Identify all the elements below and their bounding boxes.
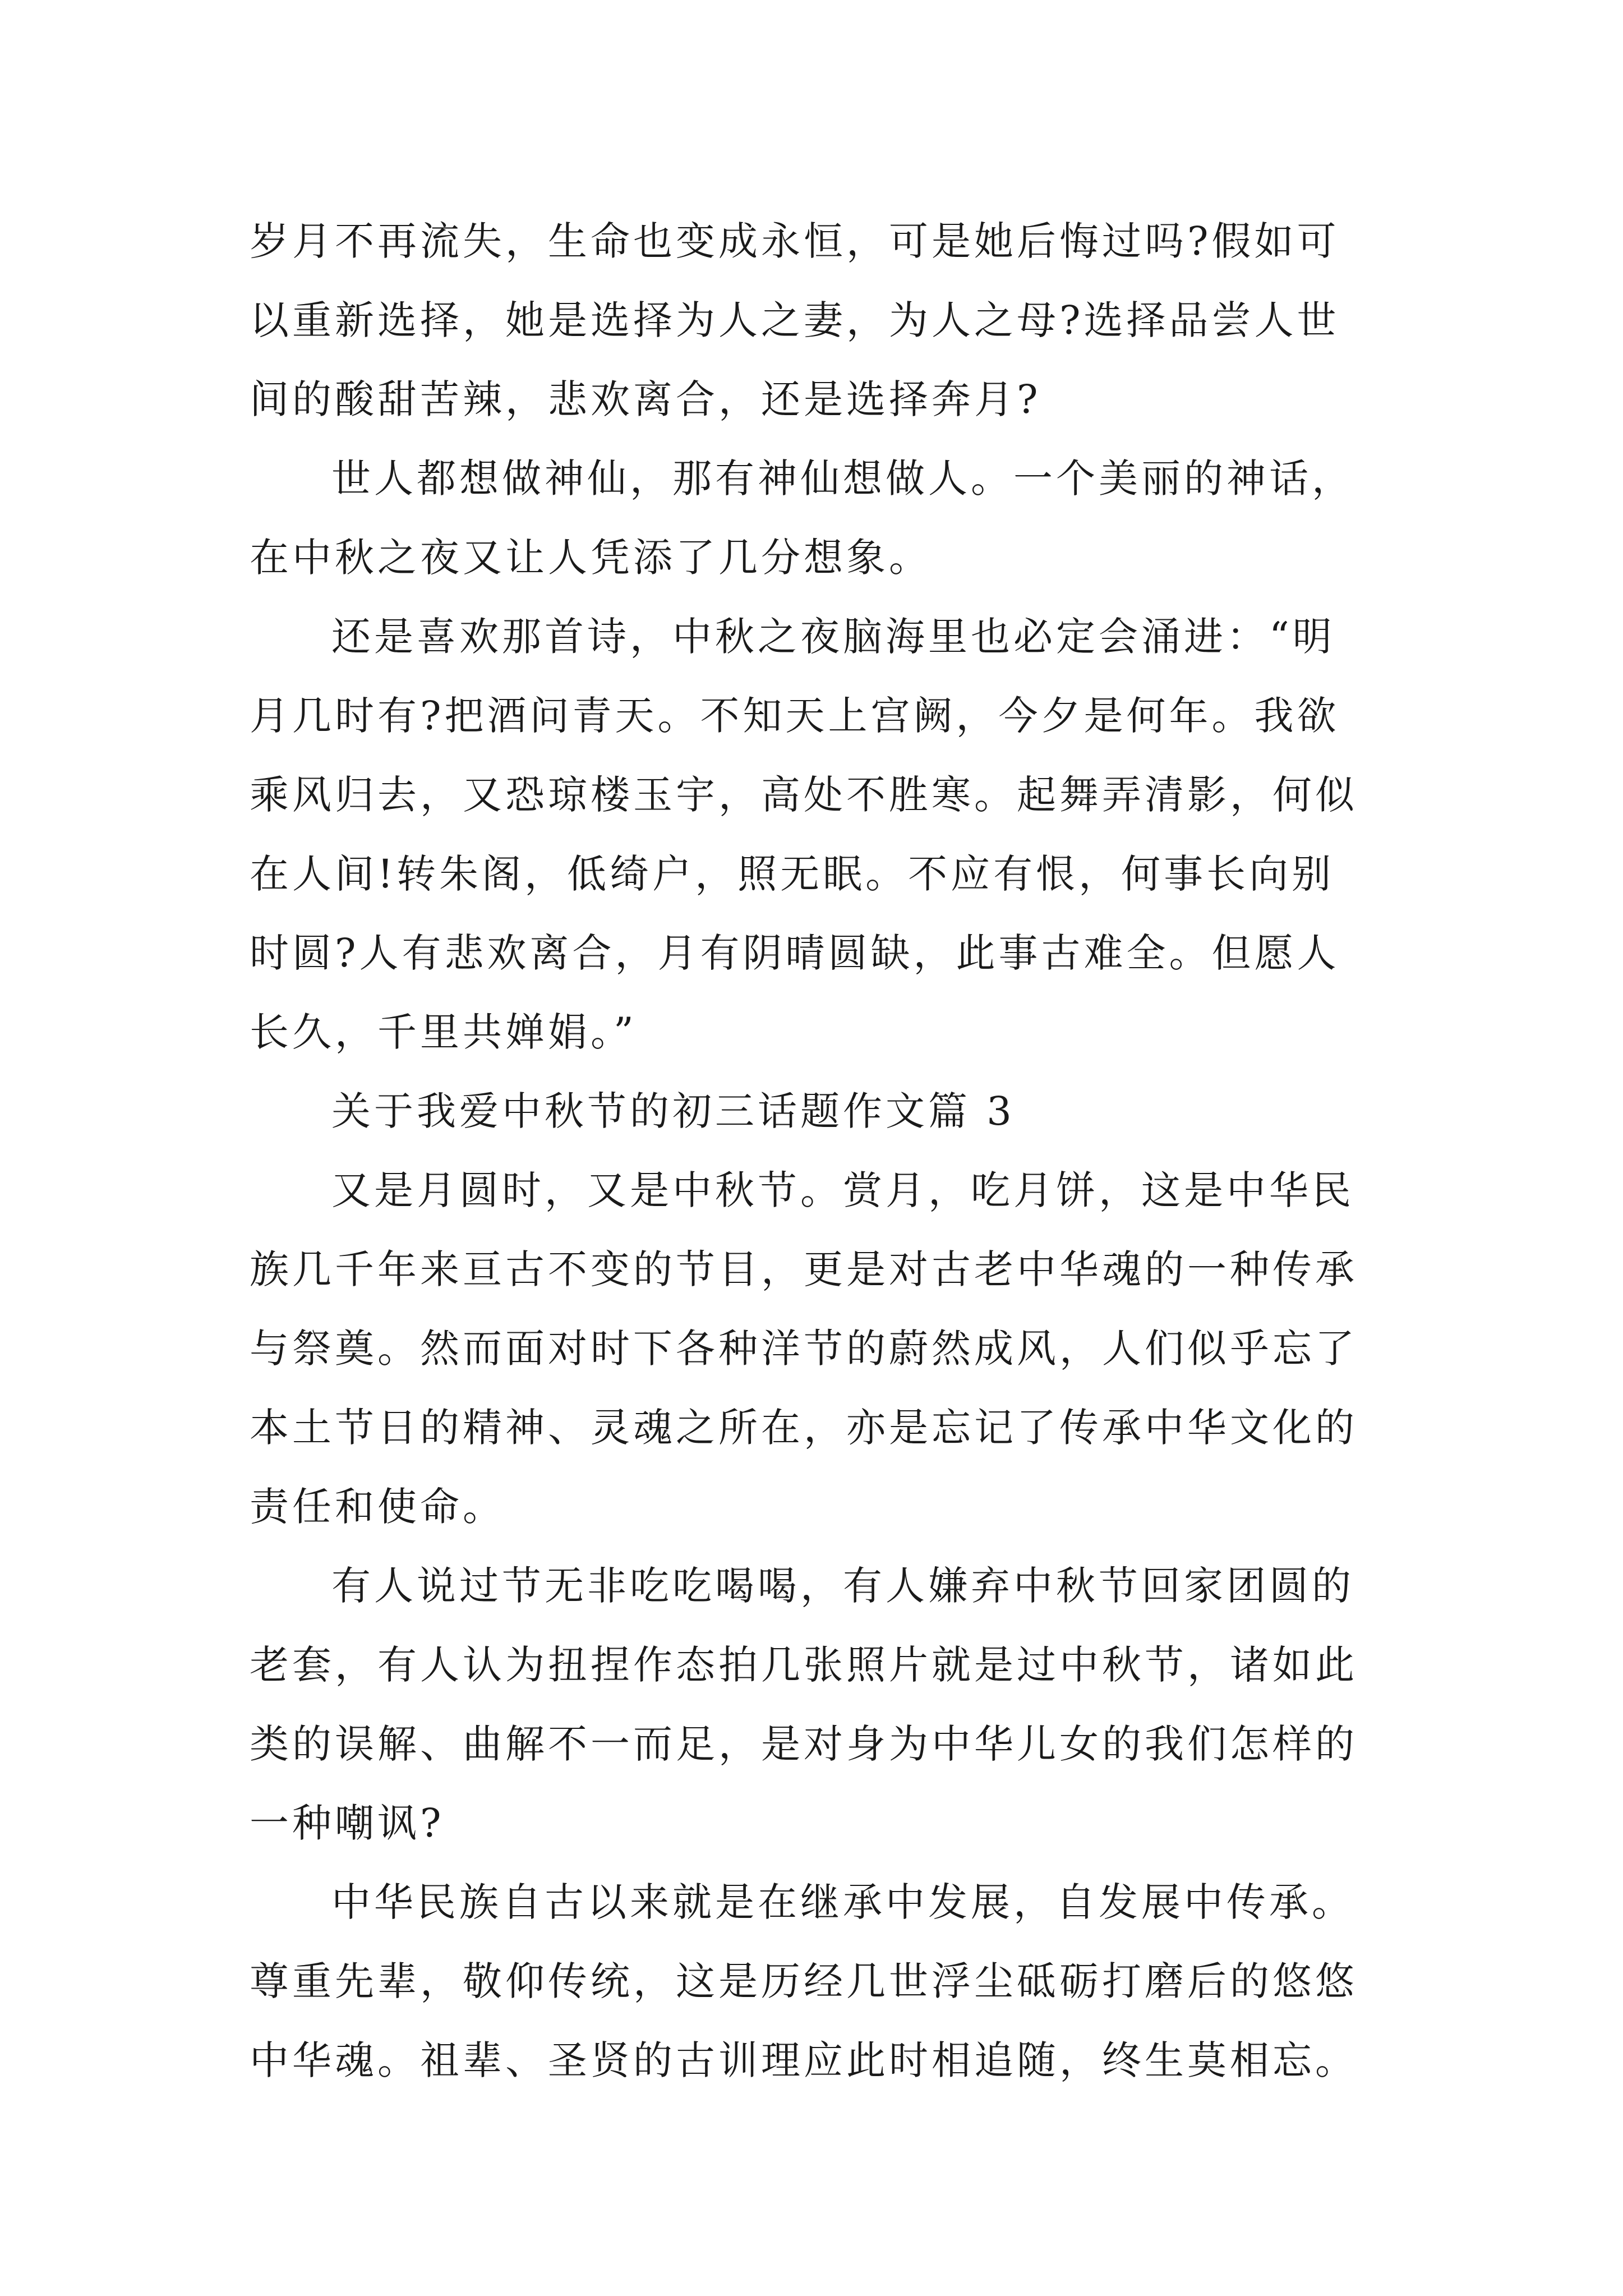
text-line: 时圆?人有悲欢离合，月有阴晴圆缺，此事古难全。但愿人: [250, 930, 1340, 976]
text-line: 间的酸甜苦辣，悲欢离合，还是选择奔月?: [250, 376, 1041, 422]
text-line: 有人说过节无非吃吃喝喝，有人嫌弃中秋节回家团圆的: [331, 1563, 1354, 1609]
text-line: 尊重先辈，敬仰传统，这是历经几世浮尘砥砺打磨后的悠悠: [250, 1958, 1358, 2004]
text-line: 中华魂。祖辈、圣贤的古训理应此时相追随，终生莫相忘。: [250, 2037, 1358, 2083]
text-line: 世人都想做神仙，那有神仙想做人。一个美丽的神话，: [331, 455, 1354, 501]
text-line: 长久，千里共婵娟。”: [250, 1009, 637, 1055]
text-line: 与祭奠。然而面对时下各种洋节的蔚然成风，人们似乎忘了: [250, 1326, 1358, 1372]
text-line: 在人间!转朱阁，低绮户，照无眠。不应有恨，何事长向别: [250, 851, 1335, 897]
text-line: 本土节日的精神、灵魂之所在，亦是忘记了传承中华文化的: [250, 1405, 1358, 1451]
text-line: 以重新选择，她是选择为人之妻，为人之母?选择品尝人世: [250, 297, 1340, 343]
text-line: 责任和使命。: [250, 1484, 505, 1530]
section-heading: 关于我爱中秋节的初三话题作文篇 3: [331, 1088, 1015, 1134]
text-line: 月几时有?把酒问青天。不知天上宫阙，今夕是何年。我欲: [250, 693, 1340, 739]
text-line: 在中秋之夜又让人凭添了几分想象。: [250, 535, 932, 581]
text-line: 岁月不再流失，生命也变成永恒，可是她后悔过吗?假如可: [250, 218, 1340, 264]
text-line: 乘风归去，又恐琼楼玉宇，高处不胜寒。起舞弄清影，何似: [250, 772, 1358, 818]
text-line: 类的误解、曲解不一而足，是对身为中华儿女的我们怎样的: [250, 1721, 1358, 1767]
text-line: 一种嘲讽?: [250, 1800, 445, 1846]
text-line: 还是喜欢那首诗，中秋之夜脑海里也必定会涌进：“明: [331, 614, 1335, 660]
document-body: [250, 202, 1380, 2100]
text-line: 又是月圆时，又是中秋节。赏月，吃月饼，这是中华民: [331, 1167, 1354, 1213]
text-line: 族几千年来亘古不变的节目，更是对古老中华魂的一种传承: [250, 1246, 1358, 1292]
text-line: 老套，有人认为扭捏作态拍几张照片就是过中秋节，诸如此: [250, 1642, 1358, 1688]
text-line: 中华民族自古以来就是在继承中发展，自发展中传承。: [331, 1879, 1354, 1925]
